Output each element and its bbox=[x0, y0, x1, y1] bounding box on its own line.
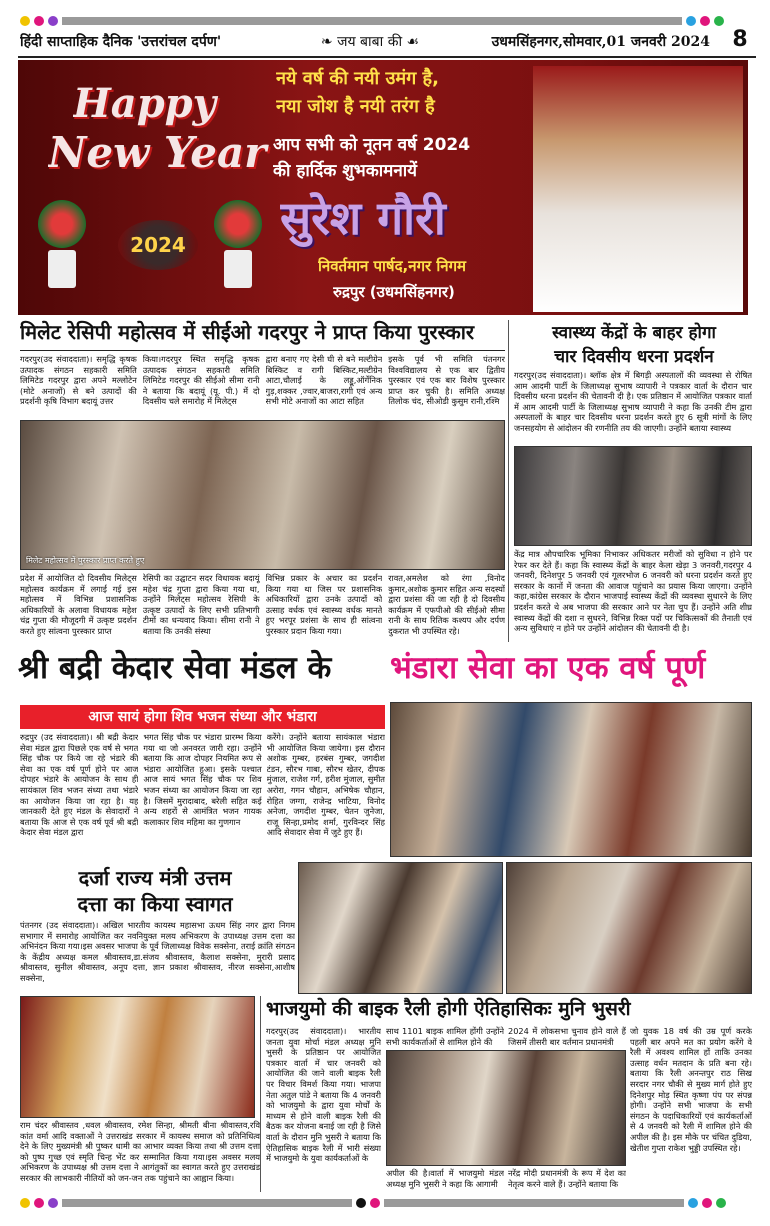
bhandara-banner bbox=[18, 645, 753, 691]
bhandara-photo-3 bbox=[506, 862, 752, 994]
ad-name: सुरेश गौरी bbox=[280, 191, 446, 245]
story4-photo bbox=[20, 996, 255, 1118]
story1-bottom-columns bbox=[20, 573, 505, 641]
flower-vase-left bbox=[32, 200, 92, 290]
story4-headline-line2: दत्ता का किया स्वागत bbox=[77, 892, 233, 916]
story2-headline-line1: स्वास्थ्य केंद्रों के बाहर होगा bbox=[552, 323, 716, 343]
story1-col: रेसिपी का उद्घाटन सदर विधायक बदायूं महेश चंद्र गुप्ता द्वारा किया गया था, उन्होंने मिलेट्स महोत्सव रेसिपी के उत्कृष्ट उत्पादों के लिए सभी प्रतिभागी टीमों का धन्यवाद किया। सीमा रानी ने बताया कि उनकी संस्था bbox=[142, 573, 260, 636]
top-decor-strip bbox=[20, 14, 755, 28]
story1-top-columns bbox=[20, 354, 505, 418]
story1-col: प्रदेश में आयोजित दो दिवसीय मिलेट्स महोत्सव कार्यक्रम में लगाई गई इस महोत्सव में विभिन्न प्रशासनिक अधिकारियों के अलावा विधायक महेश चंद्र गुप्ता की मौजूदगी में उत्कृष्ट प्रदर्शन करते हुए सांत्वना पुरस्कार प्राप्त bbox=[20, 573, 137, 636]
story3-columns bbox=[20, 732, 385, 862]
motto bbox=[300, 32, 440, 52]
page-number: 8 bbox=[732, 27, 748, 52]
dateline: उधमसिंहनगर,सोमवार,01 जनवरी 2024 bbox=[491, 34, 710, 50]
ad-designation: निवर्तमान पार्षद,नगर निगम bbox=[318, 257, 466, 275]
decor-dot bbox=[370, 1198, 380, 1208]
ad-place: रुद्रपुर (उधमसिंहनगर) bbox=[333, 283, 455, 301]
story1-headline: मिलेट रेसिपी महोत्सव में सीईओ गदरपुर ने प्राप्त किया पुरस्कार bbox=[20, 320, 475, 344]
decor-dot bbox=[20, 1198, 30, 1208]
decor-dot bbox=[34, 1198, 44, 1208]
story1-col: रावत,अमलेश को रंगा ,विनोद कुमार,अशोक कुमार सहित अन्य सदस्यों द्वारा प्रशंसा की जा रही है दो दिवसीय कार्यक्रम में एफपीओ की सीईओ सीमा रानी के साथ रितिक कश्यप और दर्पण दुकरात भी उपस्थित रहे। bbox=[388, 573, 505, 636]
ad-line3: आप सभी को नूतन वर्ष 2024 bbox=[273, 135, 471, 155]
story2-bottom-text: केंद्र मात्र औपचारिक भूमिका निभाकर अधिकतर मरीजों को सुविधा न होने पर रेफर कर देते हैं। कहा कि स्वास्थ्य केंद्रों के बाहर केला खेड़ा 3 जनवरी,गदरपुर 4 जनवरी, दिनेशपुर 5 जनवरी एवं गूलरभोज 6 जनवरी को धरना प्रदर्शन करते हुए सरकार के कानों में जनता की आवाज पहुंचाने का प्रयास किया जाएगा। उन्होंने कहा,कांग्रेस सरकार के दौरान भाजपाई स्वास्थ्य केंद्रों की व्यवस्था सुधारने के लिए प्रदर्शन करते थे अब भाजपा की सरकार आने पर नेता चुप हैं। उन्होंने अति शीघ्र स्वास्थ्य केंद्रों की दशा न सुधरने, विभिन्न रिक्त पदों पर चिकित्सकों की तैनाती एवं अन्य सुविधाएं न होने पर उन्होंने आंदोलन की चेतावनी दी है। bbox=[514, 549, 752, 634]
paper-name: हिंदी साप्ताहिक दैनिक 'उत्तरांचल दर्पण' bbox=[20, 34, 222, 50]
decor-bar bbox=[62, 17, 682, 25]
decor-dot bbox=[20, 16, 30, 26]
masthead-rule bbox=[18, 56, 756, 58]
decor-dot bbox=[702, 1198, 712, 1208]
ad-happy: Happy bbox=[73, 80, 216, 127]
story3-col: करेंगे। उन्होंने बताया सायंकाल भंडारा भी आयोजित किया जायेगा। इस दौरान अशोक गुम्बर, हरबंस गुम्बर, जगदीश टंडन, सौरभ गाबा, सौरभ खेतर, दीपक मुंजाल, राजेश गर्ग, हरीश मुंजाल, सुमीत अरोरा, गगन चौहान, अभिषेक चौहान, रोहित जग्गा, राजेन्द्र भाटिया, विनोद अनेजा, जगदीश गुम्बर, चेतन जुनेजा, राजू सिन्हा,प्रमोद शर्मा, गुरविन्दर सिंह आदि सेवादार सेवा में जुटे हुए हैं। bbox=[266, 732, 385, 838]
story1-col: किया।गदरपुर स्थित समृद्धि कृषक उत्पादक संगठन सहकारी समिति लिमिटेड गदरपुर की सीईओ सीमा रानी ने बताया कि बदायूं (यू. पी.) में दो दिवसीय चले समारोह में मिलेट्स bbox=[142, 354, 260, 407]
decor-dot bbox=[48, 1198, 58, 1208]
decor-dot bbox=[700, 16, 710, 26]
story1-col: गदरपुर(उद संवाददाता)। समृद्धि कृषक उत्पादक संगठन सहकारी समिति लिमिटेड गदरपुर द्वारा अपने मल्लोटेन (मोटे अनाजों) से बने उत्पादों की प्रदर्शनी कृषि विभाग बदायूं उत्तर bbox=[20, 354, 137, 407]
story1-col: इसके पूर्व भी समिति पंतनगर विश्वविद्यालय से एक बार द्वितीय पुरस्कार एवं एक बार विशेष पुरस्कार प्राप्त कर चुकी है। समिति अध्यक्ष तिलोक चंद, सीओडी कुसुम रानी,रश्मि bbox=[388, 354, 505, 407]
story1-photo bbox=[20, 420, 505, 570]
decor-dot bbox=[686, 16, 696, 26]
story5-photo bbox=[386, 1050, 626, 1166]
ad-line4: की हार्दिक शुभकामनायें bbox=[273, 161, 418, 181]
bottom-decor-strip bbox=[20, 1196, 755, 1210]
story4-headline-line1: दर्जा राज्य मंत्री उत्तम bbox=[78, 866, 232, 890]
flower-vase-right bbox=[208, 200, 268, 290]
story1-photo-caption: मिलेट महोत्सव में पुरस्कार प्राप्त करते हुए bbox=[26, 556, 145, 565]
story2-photo bbox=[514, 446, 752, 546]
ornament-icon: ☙ bbox=[402, 34, 420, 50]
ornament-icon: ❧ bbox=[320, 34, 338, 50]
story2-top-text: गदरपुर(उद संवाददाता)। ब्लॉक क्षेत्र में बिगड़ी अस्पतालों की व्यवस्था से रोषित आम आदमी पार्टी के जिलाध्यक्ष सुभाष व्यापारी ने पत्रकार वार्ता के दौरान चार दिवसीय धरना प्रदर्शन की चेतावनी दी है। एक प्रतिष्ठान में आयोजित पत्रकार वार्ता में आम आदमी पार्टी के जिलाध्यक्ष सुभाष व्यापारी ने कहा कि उनकी टीम द्वारा अस्पतालों के बाहर चार दिवसीय धरना प्रदर्शन करते हुए 6 सूत्री मांगों के लिए जनसहयोग से आंदोलन की रणनीति तय की जाएगी। उन्होंने बताया स्वास्थ्य bbox=[514, 370, 752, 433]
story1-col: द्वारा बनाए गए देसी घी से बने मल्टीग्रेन बिस्किट व रागी बिस्किट,मल्टीग्रेन आटा,चौलाई के लड्डू,ऑर्गेनिक गुड़,शक्कर ,ज्वार,बाजरा,रागी एवं अन्य सभी मोटे अनाजों का आटा सहित bbox=[265, 354, 383, 407]
motto-text: जय बाबा की bbox=[337, 34, 403, 50]
decor-dot bbox=[356, 1198, 366, 1208]
ad-portrait bbox=[533, 66, 743, 312]
bhandara-photo-main bbox=[390, 702, 752, 857]
decor-bar bbox=[62, 1199, 352, 1207]
story3-col: भगत सिंह चौक पर भंडारा प्रारम्भ किया गया था जो अनवरत जारी रहा। उन्होंने बताया कि आज दोपहर नियमित रूप से भंडारा आयोजित हुआ। इसके पश्चात आज सायं भगत सिंह चौक पर शिव भजन संध्या का आयोजन किया जा रहा है। जिसमें मुरादाबाद, बरेली सहित कई अन्य शहरों से आमंत्रित भजन गायक कलाकार शिव महिमा का गुणगान bbox=[143, 732, 262, 827]
story3-col: रुद्रपुर (उद संवाददाता)। श्री बद्री केदार सेवा मंडल द्वारा पिछले एक वर्ष से भगत सिंह चौक पर किये जा रहे भंडारे की सेवा का एक वर्ष पूर्ण होने पर आज दोपहर भंडारे के आयोजन के साथ ही सायंकाल शिव भजन संध्या तथा भंडारे का आयोजन किया जा रहा है। यह जानकारी देते हुए मंडल के सेवादारों ने बताया कि आज से एक वर्ष पूर्व श्री बद्री केदार सेवा मंडल द्वारा bbox=[20, 732, 139, 838]
banner-right-text: भंडारा सेवा का एक वर्ष पूर्ण bbox=[390, 650, 706, 686]
column-divider bbox=[260, 996, 261, 1192]
column-divider bbox=[508, 320, 509, 642]
story5-col-mid-b: 2024 में लोकसभा चुनाव होने वाले हैं जिसमें तीसरी बार वर्तमान प्रधानमंत्री bbox=[508, 1026, 626, 1047]
year-badge bbox=[118, 220, 198, 270]
year-badge-text: 2024 bbox=[130, 233, 186, 257]
story1-rule bbox=[20, 350, 505, 351]
decor-dot bbox=[688, 1198, 698, 1208]
ad-line2: नया जोश है नयी तरंग है bbox=[276, 96, 435, 117]
decor-bar bbox=[384, 1199, 684, 1207]
story5-col-mid-a: साथ 1101 बाइक शामिल होंगी उन्होंने सभी कार्यकर्ताओं से शामिल होने की bbox=[386, 1026, 504, 1047]
story5-col-left: गदरपुर(उद संवाददाता)। भारतीय जनता युवा मोर्चा मंडल अध्यक्ष मुनि भुसरी के प्रतिष्ठान पर आयोजित पत्रकार वार्ता में चार जनवरी को आयोजित की जाने वाली बाइक रैली पर विचार विमर्श किया गया। भाजपा नेता अतुल पांडे ने बताया कि 4 जनवरी को भाजयुमो के द्वारा युवा मोर्चों के माध्यम से होने वाली बाइक रैली की बैठक कर योजना बनाई जा रही है जिसे वार्ता के दौरान मुनि भुसरी ने बताया कि ऐतिहासिक बाइक रैली में भारी संख्या में भाजयुमो के युवा कार्यकर्ताओं के bbox=[266, 1026, 381, 1164]
story5-under-photo-b: नरेंद्र मोदी प्रधानमंत्री के रूप में देश का नेतृत्व करने वाले हैं। उन्होंने बताया कि bbox=[508, 1168, 626, 1189]
bhandara-photo-2 bbox=[298, 862, 503, 994]
story3-subhead: आज सायं होगा शिव भजन संध्या और भंडारा bbox=[20, 705, 385, 729]
ad-new-year: New Year bbox=[48, 128, 267, 177]
new-year-ad bbox=[18, 60, 748, 315]
decor-dot bbox=[714, 16, 724, 26]
story4-bottom-text: राम चंदर श्रीवास्तव ,धवल श्रीवास्तव, रमेश सिन्हा, श्रीमती बीना श्रीवास्तव,रवि कांत वर्मा आदि वक्ताओं ने उत्तराखंड सरकार में कायस्थ समाज को प्रतिनिधित्व देने के लिए मुख्यमंत्री श्री पुष्कर धामी का आभार व्यक्त किया तथा श्री उत्तम दत्ता को पुष्प गुच्छ एवं स्मृति चिन्ह भेंट कर सम्मानित किया गया।इस अवसर मलय अभिकरण के उपाध्यक्ष श्री उत्तम दत्ता ने आगंतुकों का स्वागत करते हुए उत्तराखंड सरकार की लाभकारी नीतियों को जन-जन तक पहुंचाने का आह्वान किया। bbox=[20, 1120, 260, 1183]
ad-line1: नये वर्ष की नयी उमंग है, bbox=[276, 68, 439, 89]
story2-headline-line2: चार दिवसीय धरना प्रदर्शन bbox=[554, 347, 714, 367]
banner-left-text: श्री बद्री केदार सेवा मंडल के bbox=[18, 650, 332, 686]
decor-dot bbox=[48, 16, 58, 26]
story5-under-photo-a: अपील की है।वार्ता में भाजयुमो मंडल अध्यक्ष मुनि भुसरी ने कहा कि आगामी bbox=[386, 1168, 504, 1189]
story4-top-text: पंतनगर (उद संवाददाता)। अखिल भारतीय कायस्थ महासभा ऊधम सिंह नगर द्वारा निगम सभागार में समारोह आयोजित कर नवनियुक्त मलय अभिकरण के उपाध्यक्ष उत्तम दत्ता का अभिनंदन किया गया।इस अवसर भाजपा के पूर्व जिलाध्यक्ष विवेक सक्सेना, तराई क्रांति संगठन के केंद्रीय अध्यक्ष कमल श्रीवास्तव,डा.संजय श्रीवास्तव, कैलाश सक्सेना, मुरारी प्रसाद श्रीवास्तव, सुनील श्रीवास्तव, अनूप दत्ता, ज्ञान प्रकाश श्रीवास्तव, नीरज सक्सेना,आशीष सक्सेना, bbox=[20, 920, 295, 983]
story5-headline: भाजयुमो की बाइक रैली होगी ऐतिहासिकः मुनि भुसरी bbox=[266, 998, 631, 1020]
decor-dot bbox=[716, 1198, 726, 1208]
decor-dot bbox=[34, 16, 44, 26]
story5-col-right: जो युवक 18 वर्ष की उम्र पूर्ण करके पहली बार अपने मत का प्रयोग करेंगे वे रैली में अवश्य शामिल हों ताकि उनका उत्साह वर्धन मतदान के प्रति बना रहे। बताया कि रैली अनन्तपुर राठ सिख सरदार नगर चौकी से मुख्य मार्ग होते हुए दिनेशपुर मोड़ स्थित कृष्णा पंप पर संपन्न होगी। उन्होंने सभी भाजपा के सभी संगठन के पदाधिकारियों एवं कार्यकर्ताओं से 4 जनवरी को रैली में शामिल होने की अपील की है। इस मौके पर चंचित दुडिया, खेतीश गुप्ता राकेश भुड्डी उपस्थित रहे। bbox=[630, 1026, 752, 1153]
story1-col: विभिन्न प्रकार के अचार का प्रदर्शन किया गया था जिस पर प्रशासनिक अधिकारियों द्वारा उनके उत्पादों को उत्साह वर्धक एवं स्वास्थ्य वर्धक मानते हुए भरपूर प्रशंसा के साथ ही सांत्वना पुरस्कार प्रदान किया गया। bbox=[265, 573, 383, 636]
